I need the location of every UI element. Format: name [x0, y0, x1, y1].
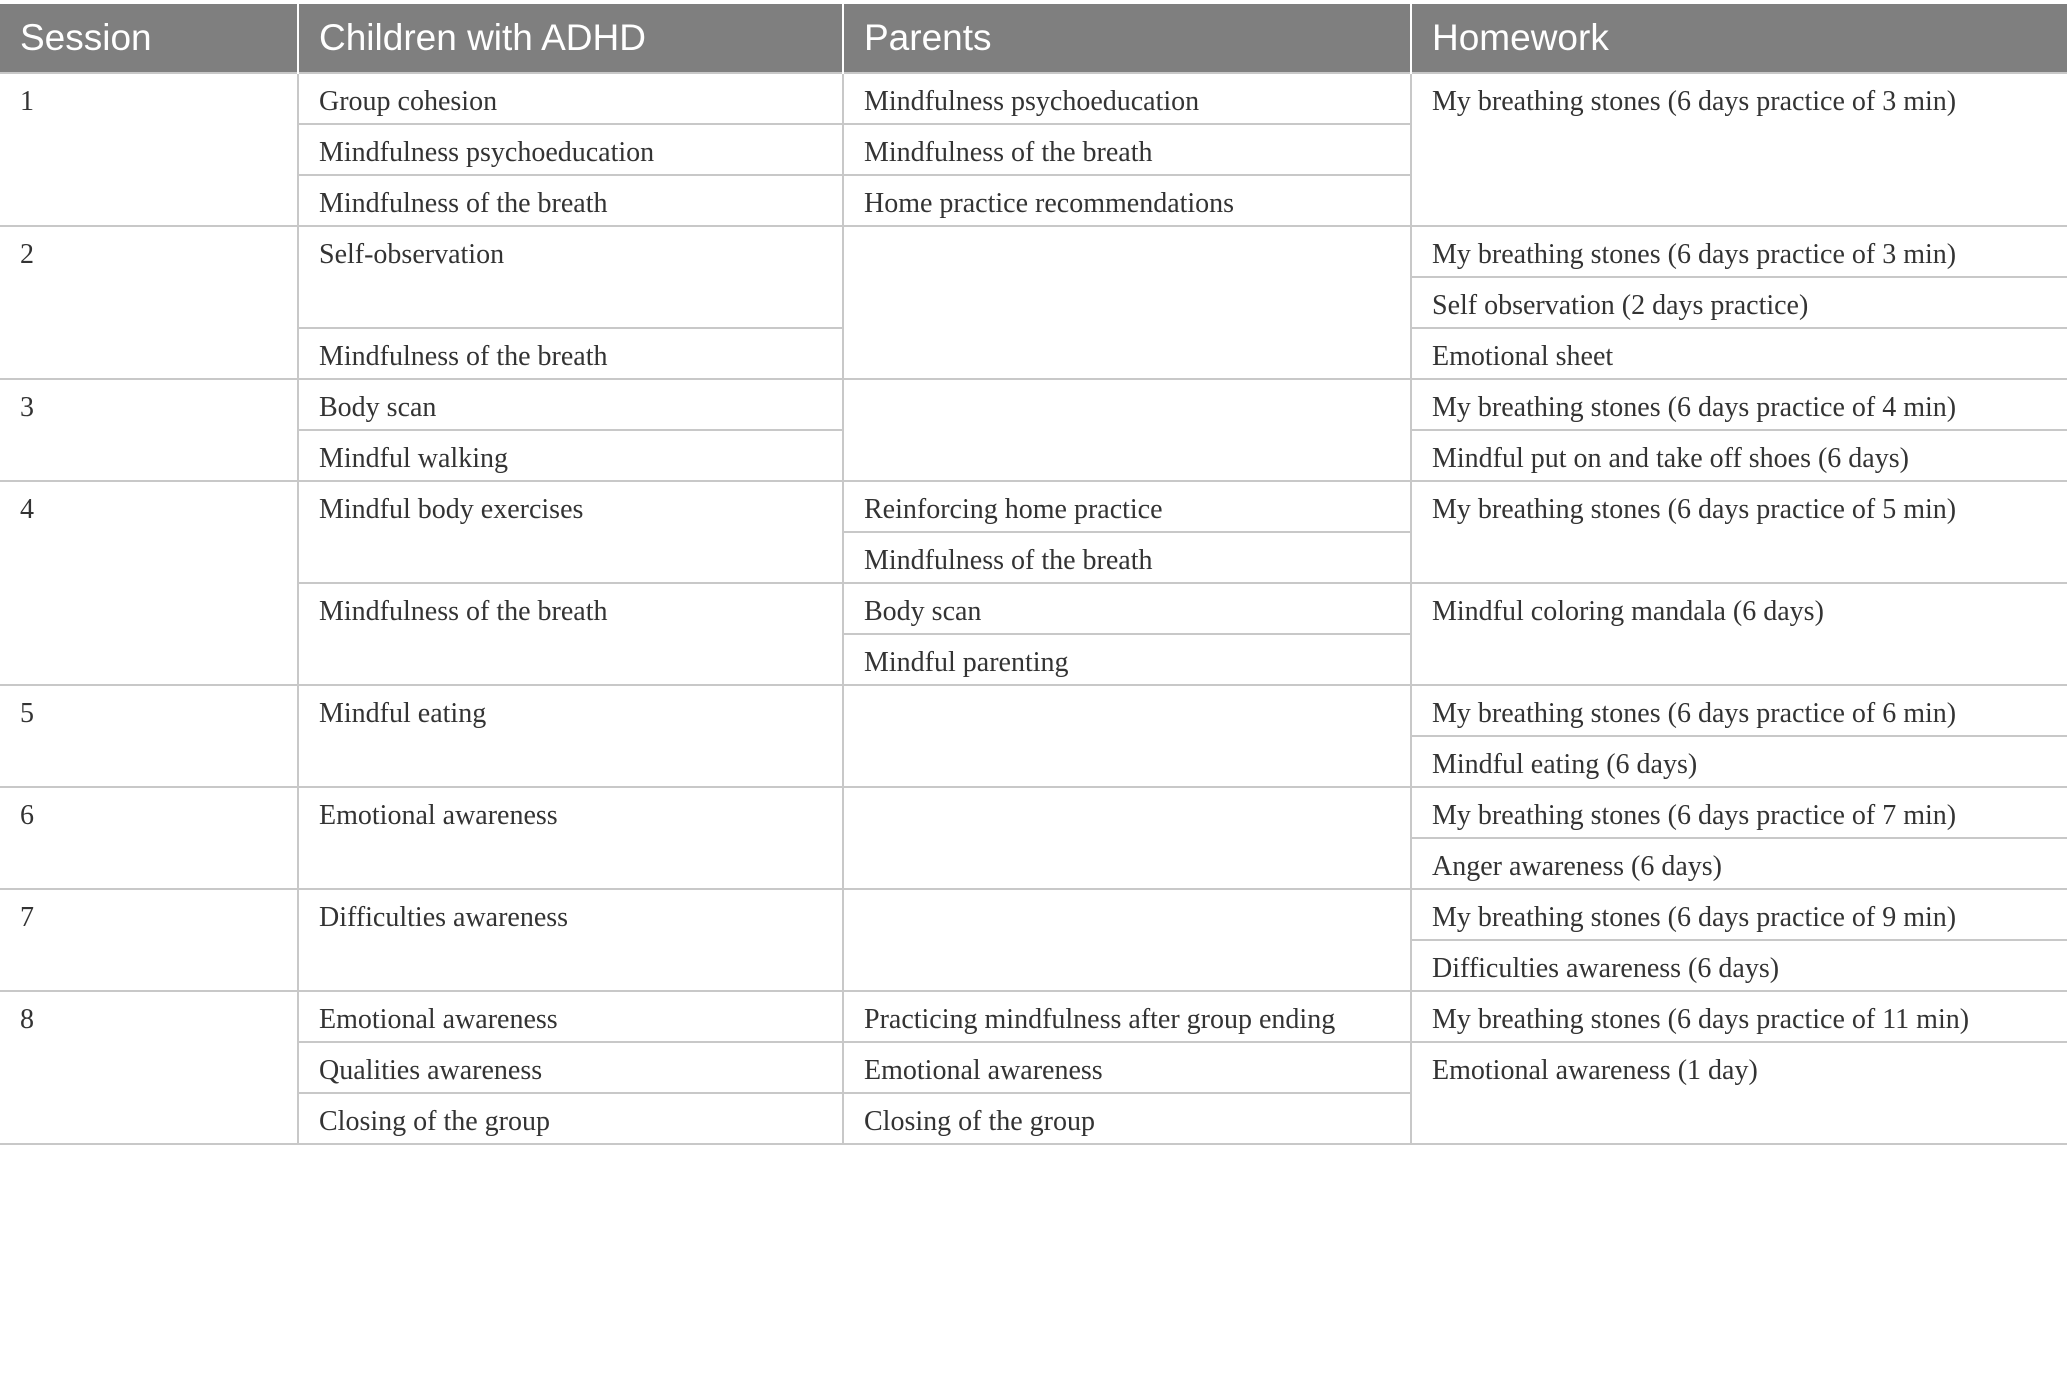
children-activity: Mindfulness of the breath	[298, 175, 843, 226]
session-table-container	[0, 4, 2067, 1145]
homework-item: Difficulties awareness (6 days)	[1411, 940, 2067, 991]
homework-item: Mindful coloring mandala (6 days)	[1411, 583, 2067, 685]
table-row	[0, 1042, 2067, 1093]
parents-activity: Mindfulness of the breath	[843, 532, 1411, 583]
children-activity: Qualities awareness	[298, 1042, 843, 1093]
children-activity: Difficulties awareness	[298, 889, 843, 991]
session-number: 3	[0, 379, 298, 481]
session-number: 4	[0, 481, 298, 685]
parents-empty-cell	[843, 379, 1411, 481]
parents-activity: Home practice recommendations	[843, 175, 1411, 226]
session-number: 6	[0, 787, 298, 889]
children-activity: Emotional awareness	[298, 991, 843, 1042]
header-children: Children with ADHD	[298, 4, 843, 73]
header-session: Session	[0, 4, 298, 73]
table-row	[0, 226, 2067, 277]
table-row	[0, 379, 2067, 430]
children-activity: Mindfulness psychoeducation	[298, 124, 843, 175]
parents-activity: Practicing mindfulness after group ending	[843, 991, 1411, 1042]
session-table	[0, 4, 2067, 1145]
children-activity: Body scan	[298, 379, 843, 430]
children-activity: Mindful eating	[298, 685, 843, 787]
homework-item: My breathing stones (6 days practice of 11 min)	[1411, 991, 2067, 1042]
homework-item: Mindful eating (6 days)	[1411, 736, 2067, 787]
homework-item: My breathing stones (6 days practice of 5 min)	[1411, 481, 2067, 583]
homework-item: My breathing stones (6 days practice of 9 min)	[1411, 889, 2067, 940]
parents-activity: Body scan	[843, 583, 1411, 634]
table-row	[0, 787, 2067, 838]
homework-item: Anger awareness (6 days)	[1411, 838, 2067, 889]
parents-activity: Reinforcing home practice	[843, 481, 1411, 532]
children-activity: Mindful walking	[298, 430, 843, 481]
homework-item: My breathing stones (6 days practice of 3 min)	[1411, 73, 2067, 226]
parents-activity: Emotional awareness	[843, 1042, 1411, 1093]
session-number: 2	[0, 226, 298, 379]
children-activity: Group cohesion	[298, 73, 843, 124]
homework-item: My breathing stones (6 days practice of 4 min)	[1411, 379, 2067, 430]
parents-empty-cell	[843, 787, 1411, 889]
homework-item: Mindful put on and take off shoes (6 days)	[1411, 430, 2067, 481]
session-number: 1	[0, 73, 298, 226]
children-activity: Closing of the group	[298, 1093, 843, 1144]
homework-item: My breathing stones (6 days practice of 3 min)	[1411, 226, 2067, 277]
homework-item: My breathing stones (6 days practice of 7 min)	[1411, 787, 2067, 838]
table-row	[0, 481, 2067, 532]
session-number: 8	[0, 991, 298, 1144]
children-activity: Self-observation	[298, 226, 843, 328]
children-activity: Mindfulness of the breath	[298, 583, 843, 685]
header-parents: Parents	[843, 4, 1411, 73]
children-activity: Emotional awareness	[298, 787, 843, 889]
parents-activity: Closing of the group	[843, 1093, 1411, 1144]
children-activity: Mindful body exercises	[298, 481, 843, 583]
table-row	[0, 73, 2067, 124]
session-number: 5	[0, 685, 298, 787]
parents-activity: Mindfulness psychoeducation	[843, 73, 1411, 124]
homework-item: Emotional awareness (1 day)	[1411, 1042, 2067, 1144]
children-activity: Mindfulness of the breath	[298, 328, 843, 379]
table-row	[0, 685, 2067, 736]
table-row	[0, 889, 2067, 940]
table-row	[0, 991, 2067, 1042]
parents-activity: Mindful parenting	[843, 634, 1411, 685]
parents-empty-cell	[843, 226, 1411, 379]
parents-empty-cell	[843, 889, 1411, 991]
session-number: 7	[0, 889, 298, 991]
parents-empty-cell	[843, 685, 1411, 787]
header-row	[0, 4, 2067, 73]
parents-activity: Mindfulness of the breath	[843, 124, 1411, 175]
header-homework: Homework	[1411, 4, 2067, 73]
homework-item: Self observation (2 days practice)	[1411, 277, 2067, 328]
homework-item: My breathing stones (6 days practice of 6 min)	[1411, 685, 2067, 736]
table-row	[0, 583, 2067, 634]
homework-item: Emotional sheet	[1411, 328, 2067, 379]
